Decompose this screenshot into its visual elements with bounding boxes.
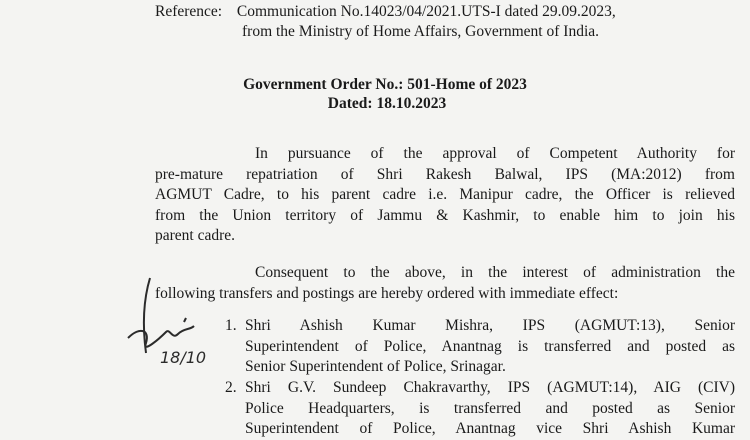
list-item-number: 2. bbox=[225, 379, 237, 396]
list-item-line: Shri Ashish Kumar Mishra, IPS (AGMUT:13), Senior bbox=[245, 317, 735, 334]
signature-icon bbox=[120, 268, 220, 378]
reference-block bbox=[155, 2, 740, 42]
list-item-line: Senior Superintendent of Police, Srinagar. bbox=[245, 358, 506, 375]
paragraph-consequent bbox=[155, 263, 735, 304]
paragraph-approval bbox=[155, 144, 735, 247]
order-title: Government Order No.: 501-Home of 2023 bbox=[243, 76, 527, 93]
paragraph-line: following transfers and postings are hereby ordered with immediate effect: bbox=[155, 284, 619, 302]
list-item-line: Police Headquarters, is transferred and posted as Senior bbox=[245, 399, 735, 417]
list-item-line: Superintendent of Police, Anantnag vice Shri Ashish Kumar bbox=[245, 420, 735, 437]
paragraph-line: In pursuance of the approval of Competent Authority for bbox=[255, 145, 735, 162]
signature-date: 18/10 bbox=[160, 348, 207, 367]
list-item-line: Shri G.V. Sundeep Chakravarthy, IPS (AGMUT:14), AIG (CIV) bbox=[245, 379, 735, 396]
reference-line-1 bbox=[155, 2, 740, 22]
list-item bbox=[225, 378, 735, 440]
list-item-number: 1. bbox=[225, 317, 237, 334]
paragraph-line: from the Union territory of Jammu & Kashmir, to enable him to join his bbox=[155, 206, 735, 224]
paragraph-line: AGMUT Cadre, to his parent cadre i.e. Manipur cadre, the Officer is relieved bbox=[155, 186, 735, 203]
order-date: Dated: 18.10.2023 bbox=[327, 95, 447, 112]
paragraph-line: Consequent to the above, in the interest of administration the bbox=[255, 264, 735, 281]
list-item-line: Superintendent of Police, Anantnag is transferred and posted as bbox=[245, 337, 735, 355]
reference-label: Reference: bbox=[155, 3, 223, 20]
reference-text-2: from the Ministry of Home Affairs, Government of India. bbox=[242, 23, 599, 40]
paragraph-line: parent cadre. bbox=[155, 227, 236, 244]
paragraph-line: pre-mature repatriation of Shri Rakesh Balwal, IPS (MA:2012) from bbox=[155, 165, 735, 183]
reference-text-1: Communication No.14023/04/2021.UTS-I dated 29.09.2023, bbox=[236, 3, 616, 20]
list-item bbox=[225, 316, 735, 378]
